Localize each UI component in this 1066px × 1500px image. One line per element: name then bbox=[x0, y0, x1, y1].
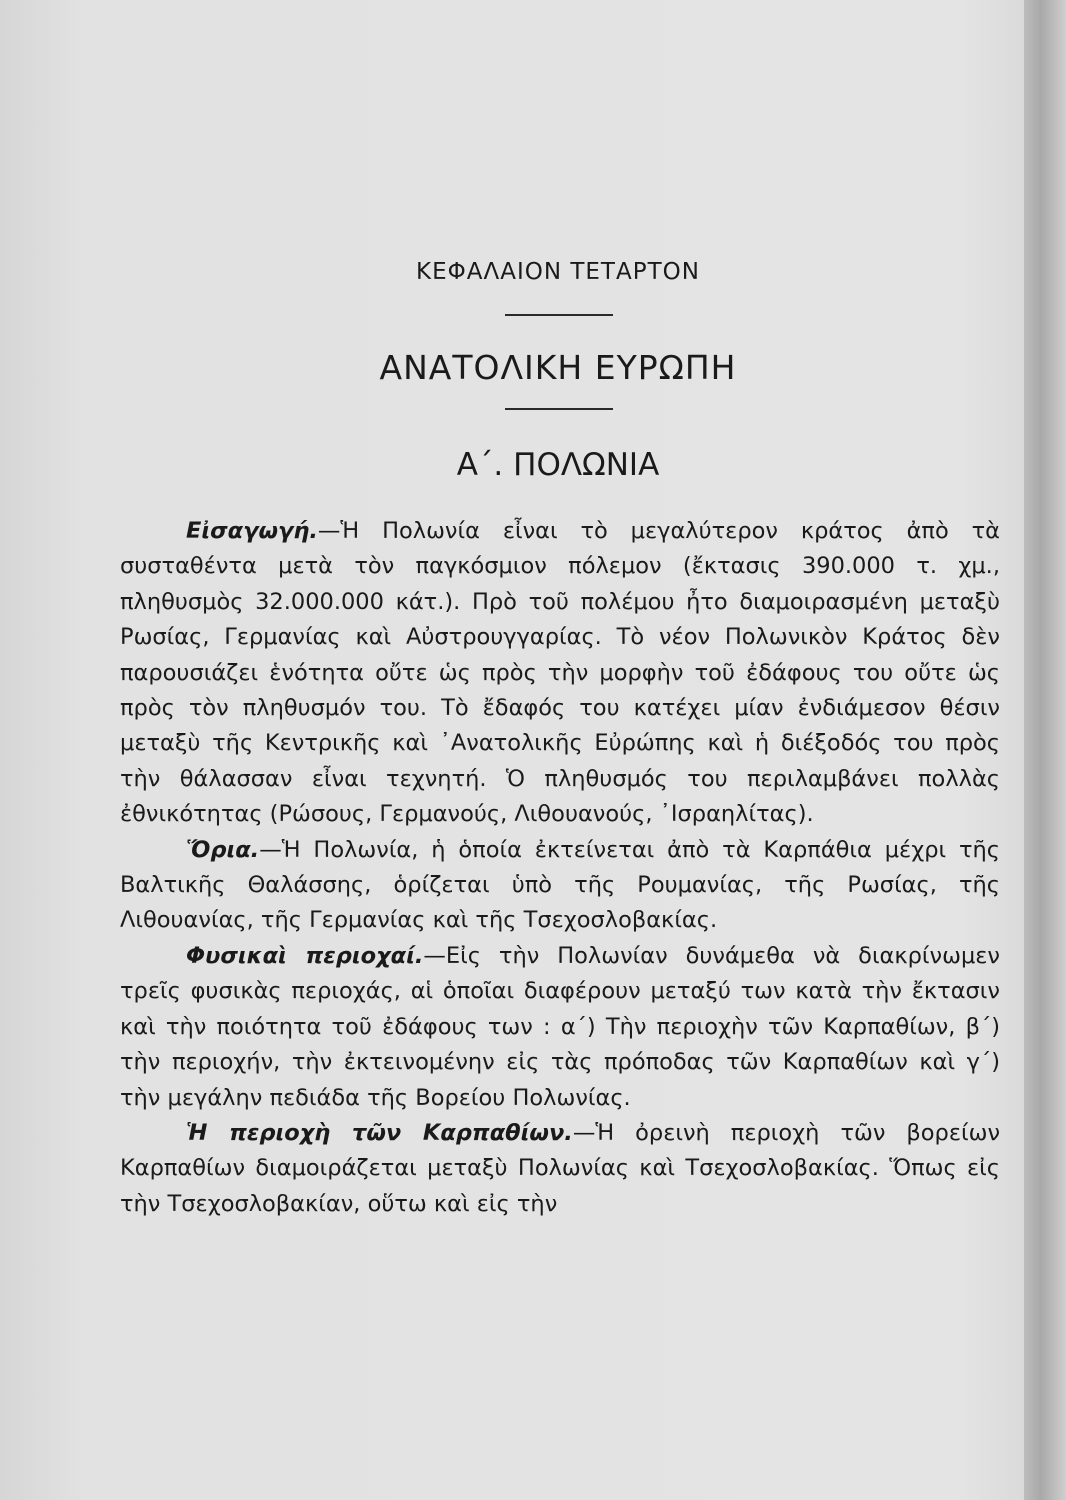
chapter-title: ΑΝΑΤΟΛΙΚΗ ΕΥΡΩΠΗ bbox=[379, 348, 737, 387]
body-text bbox=[120, 514, 1000, 1222]
section-heading: Α΄. ΠΟΛΩΝΙΑ bbox=[456, 447, 660, 483]
paragraph-text: —Ἡ Πολωνία εἶναι τὸ μεγαλύτερον κράτος ἀπὸ τὰ συσταθέντα μετὰ τὸν παγκόσμιον πόλεμον (ἔκτασις 390.000 τ. χμ., πληθυσμὸς 32.000.000 κάτ.). Πρὸ τοῦ πολέμου ἦτο διαμοιρασμένη μεταξὺ Ρωσίας, Γερμανίας καὶ Αὐστρουγγαρίας. Τὸ νέον Πολωνικὸν Κράτος δὲν παρουσιάζει ἑνότητα οὔτε ὡς πρὸς τὴν μορφὴν τοῦ ἐδάφους του οὔτε ὡς πρὸς τὸν πληθυσμόν του. Τὸ ἔδαφός του κατέχει μίαν ἐνδιάμεσον θέσιν μεταξὺ τῆς Κεντρικῆς καὶ ᾿Ανατολικῆς Εὐρώπης καὶ ἡ διέξοδός του πρὸς τὴν θάλασσαν εἶναι τεχνητή. Ὁ πληθυσμός του περιλαμβάνει πολλὰς ἐθνικότητας (Ρώσους, Γερμανούς, Λιθουανούς, ᾿Ισραηλίτας). bbox=[120, 518, 1000, 828]
paragraph-text: —Εἰς τὴν Πολωνίαν δυνάμεθα νὰ διακρίνωμεν τρεῖς φυσικὰς περιοχάς, αἱ ὁποῖαι διαφέρουν μεταξύ των κατὰ τὴν ἔκτασιν καὶ τὴν ποιότητα τοῦ ἐδάφους των : α΄) Τὴν περιοχὴν τῶν Καρπαθίων, β΄) τὴν περιοχήν, τὴν ἐκτεινομένην εἰς τὰς πρόποδας τῶν Καρπαθίων καὶ γ΄) τὴν μεγάλην πεδιάδα τῆς Βορείου Πολωνίας. bbox=[120, 942, 1001, 1111]
paragraph-introduction bbox=[120, 514, 1000, 833]
paragraph-carpathians bbox=[120, 1116, 1000, 1222]
page-edge-shadow bbox=[1024, 0, 1066, 1500]
chapter-label: ΚΕΦΑΛΑΙΟΝ ΤΕΤΑΡΤΟΝ bbox=[416, 259, 700, 285]
divider-rule bbox=[505, 408, 613, 410]
paragraph-lead: Εἰσαγωγή. bbox=[186, 518, 318, 544]
paragraph-lead: Ἡ περιοχὴ τῶν Καρπαθίων. bbox=[186, 1119, 573, 1146]
paragraph-lead: Φυσικαὶ περιοχαί. bbox=[186, 942, 424, 969]
paragraph-text: —Ἡ Πολωνία, ἡ ὁποία ἐκτείνεται ἀπὸ τὰ Καρπάθια μέχρι τῆς Βαλτικῆς Θαλάσσης, ὁρίζεται ὑπὸ τῆς Ρουμανίας, τῆς Ρωσίας, τῆς Λιθουανίας, τῆς Γερμανίας καὶ τῆς Τσεχοσλοβακίας. bbox=[120, 836, 1000, 934]
divider-rule bbox=[505, 314, 613, 316]
paragraph-natural-regions bbox=[120, 939, 1000, 1116]
paragraph-borders bbox=[120, 833, 1000, 939]
paragraph-text: —Ἡ ὀρεινὴ περιοχὴ τῶν βορείων Καρπαθίων διαμοιράζεται μεταξὺ Πολωνίας καὶ Τσεχοσλοβακίας. Ὅπως εἰς τὴν Τσεχοσλοβακίαν, οὕτω καὶ εἰς τὴν bbox=[120, 1119, 1001, 1217]
paragraph-lead: Ὅρια. bbox=[186, 836, 260, 863]
